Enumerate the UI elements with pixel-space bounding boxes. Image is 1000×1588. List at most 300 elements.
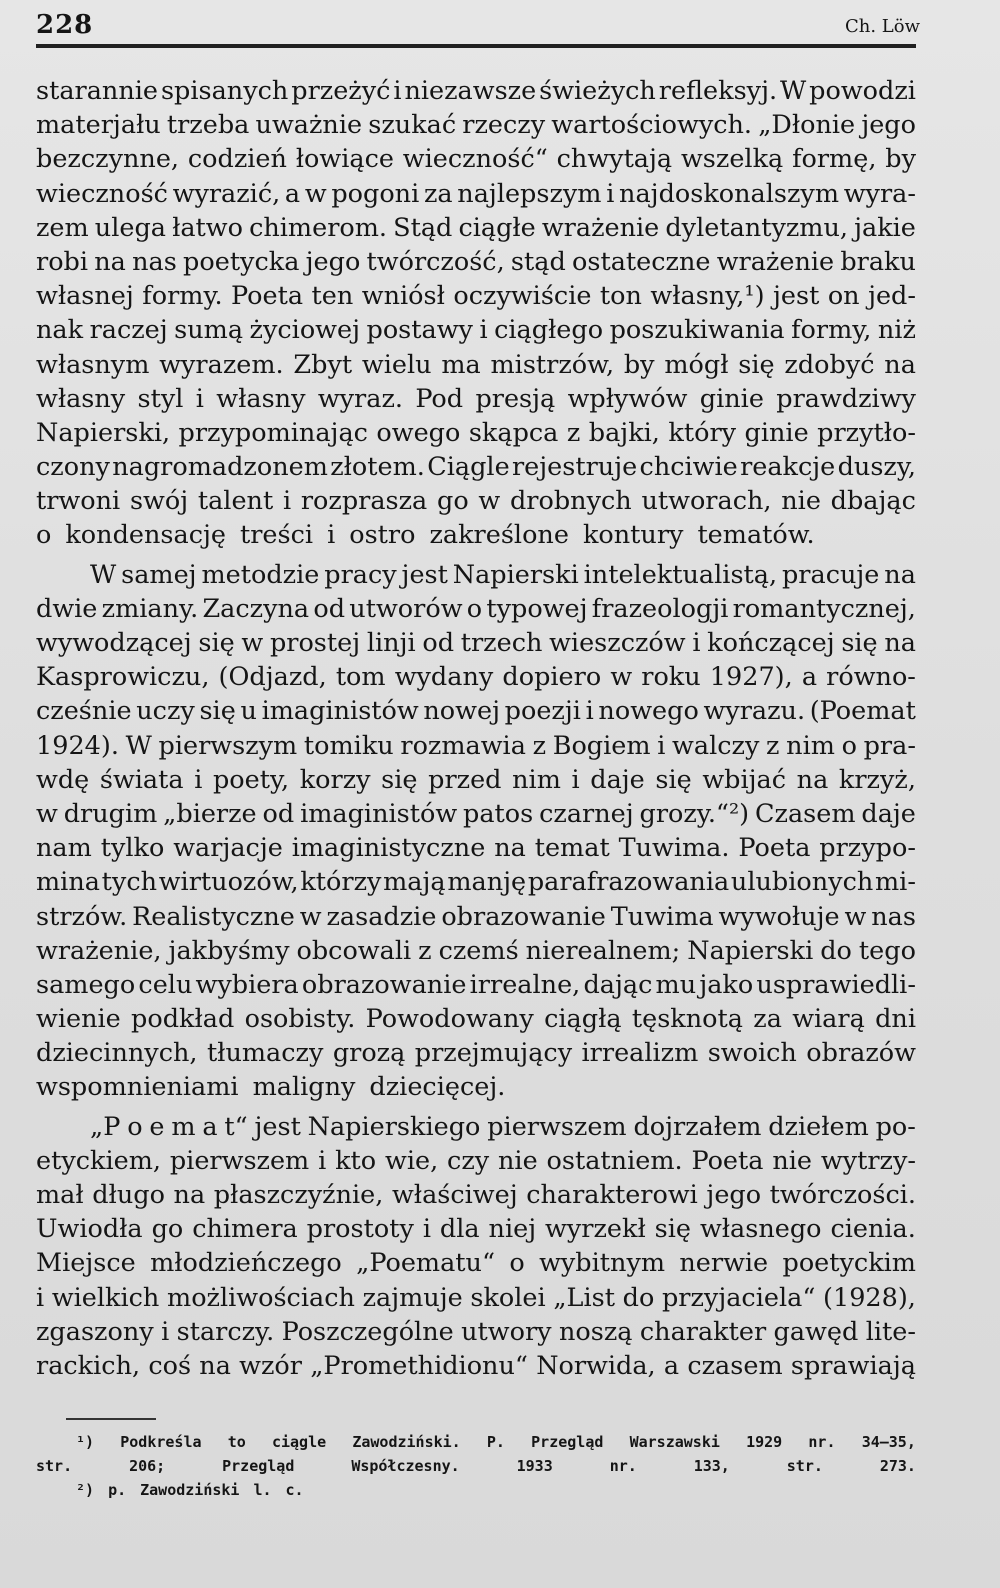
word: na <box>884 559 916 590</box>
word: rzeczy <box>462 110 546 141</box>
word: ²) <box>76 1481 95 1499</box>
word: tych <box>101 867 158 898</box>
word: najlepszym <box>457 178 602 209</box>
page-header <box>36 10 920 42</box>
word: wyraz. <box>317 383 403 414</box>
word: zdobyć <box>784 349 875 380</box>
word: gawęd <box>773 1316 859 1347</box>
word: i <box>327 520 336 551</box>
word: a <box>284 178 301 209</box>
word: obrazowanie <box>441 901 606 932</box>
word: tłumaczy <box>206 1038 324 1069</box>
word: jego <box>861 110 916 141</box>
word: mina <box>36 867 100 898</box>
word: wywodzącej <box>36 628 192 658</box>
word: niej <box>488 1214 537 1245</box>
word: nie <box>772 1145 812 1176</box>
paragraph <box>36 1110 916 1384</box>
word: str. <box>36 1457 73 1475</box>
word: dziecinnych, <box>36 1038 198 1069</box>
word: 34—35, <box>861 1433 916 1451</box>
word: nierealnem; <box>525 935 681 966</box>
word: trzech <box>460 628 543 658</box>
word: jego <box>305 246 361 277</box>
footnote <box>36 1478 916 1502</box>
word: walczy <box>672 730 760 761</box>
word: nagromadzonem <box>112 452 328 483</box>
word: nr. <box>808 1433 836 1451</box>
word: pierwszem <box>169 1145 310 1176</box>
word: który <box>668 417 737 448</box>
footnote <box>36 1454 916 1478</box>
word: 1933 <box>516 1457 553 1475</box>
word: nerwie <box>679 1248 769 1279</box>
word: czemś <box>438 935 519 966</box>
word: oczywiście <box>453 281 592 312</box>
word: drobnych <box>509 486 632 517</box>
word: warjacje <box>173 833 283 864</box>
word: dwie <box>36 593 98 624</box>
word: świata <box>99 764 184 795</box>
word: codzień <box>187 144 287 175</box>
word: zasadzie <box>326 901 437 932</box>
word: wydany <box>394 662 494 693</box>
word: kończącej <box>707 628 835 658</box>
word: cienia. <box>830 1214 916 1245</box>
word: wyra- <box>843 178 916 209</box>
word: dziecięcej. <box>369 1072 506 1103</box>
word: jego <box>706 1180 762 1210</box>
word: Napierski, <box>36 417 171 448</box>
word: od <box>262 798 295 829</box>
word: (Odjazd, <box>218 662 327 693</box>
word: w <box>36 798 58 829</box>
word: złotem. <box>330 452 425 483</box>
word: własny,¹) <box>650 281 765 312</box>
word: wieszczów <box>549 628 686 658</box>
word: i <box>282 486 292 517</box>
word: równo- <box>826 662 916 693</box>
word: jest <box>773 281 820 312</box>
word: imaginistów <box>261 696 419 727</box>
word: mi- <box>874 867 916 898</box>
word: po- <box>875 1111 916 1142</box>
word: maligny <box>252 1072 356 1103</box>
word: to <box>227 1433 246 1451</box>
word: nim <box>512 764 561 795</box>
word: utworów <box>349 593 463 624</box>
word: str. <box>786 1457 823 1475</box>
word: ulubionych <box>730 867 874 898</box>
word: W <box>780 76 807 106</box>
word: 1927), <box>709 662 793 693</box>
word: braku <box>840 246 916 277</box>
word: ginie <box>744 417 809 448</box>
text-line <box>36 1144 916 1178</box>
word: P. <box>486 1433 505 1451</box>
word: nas <box>871 901 916 932</box>
text-line <box>36 416 916 450</box>
word: życiowej <box>249 315 361 346</box>
word: o <box>466 593 483 624</box>
text-line <box>36 108 916 142</box>
text-line <box>36 1349 916 1383</box>
word: wirtuozów, <box>158 867 299 898</box>
word: wyrazić, <box>172 178 281 209</box>
word: jest <box>401 559 448 590</box>
word: się <box>198 628 235 658</box>
word: parafrazowania <box>527 867 730 898</box>
word: temat <box>534 833 610 864</box>
word: nas <box>132 246 177 277</box>
word: rejestruje <box>511 452 638 483</box>
word: niezawsze <box>404 76 537 106</box>
word: rozprasza <box>300 486 428 517</box>
word: bajki, <box>588 417 660 448</box>
word: drugim <box>63 798 158 829</box>
word: irrealizm <box>581 1038 699 1069</box>
word: grozy.“²) <box>639 798 750 829</box>
word: Napierskiego <box>307 1111 481 1142</box>
footnotes <box>36 1430 916 1502</box>
word: lite- <box>865 1316 916 1347</box>
word: Realistyczne <box>132 901 295 932</box>
word: poetyckim <box>782 1248 916 1279</box>
word: Norwida, <box>536 1350 656 1381</box>
word: prawdziwy <box>776 383 916 414</box>
word: „List <box>553 1282 615 1313</box>
word: metodzie <box>201 559 320 590</box>
word: nowego <box>598 696 699 727</box>
word: w <box>610 662 633 693</box>
word: najdoskonalszym <box>619 178 840 209</box>
word: Czasem <box>755 798 856 829</box>
word: i <box>479 315 488 346</box>
word: w <box>299 901 322 932</box>
word: o <box>127 1111 143 1142</box>
word: przeżyć <box>291 76 391 106</box>
word: z <box>418 935 432 966</box>
text-line <box>36 900 916 934</box>
word: przypominając <box>178 417 368 448</box>
word: i <box>195 383 204 414</box>
word: i <box>657 730 666 761</box>
word: t“ <box>224 1111 248 1142</box>
text-line <box>36 1070 916 1104</box>
word: go <box>151 1214 184 1245</box>
word: ten <box>311 281 354 312</box>
word: pracuje <box>781 559 880 590</box>
word: wieczność“ <box>402 144 548 175</box>
word: Zawodziński. <box>352 1433 461 1451</box>
word: bezczynne, <box>36 144 180 175</box>
running-head: Ch. Löw <box>844 16 920 37</box>
text-line <box>36 831 916 865</box>
word: zakreślone <box>429 520 569 551</box>
text-line <box>36 1110 916 1144</box>
text-line <box>36 211 916 245</box>
word: W <box>125 730 152 761</box>
word: dziełem <box>768 1111 869 1142</box>
word: powodzi <box>809 76 916 106</box>
text-line <box>36 484 916 518</box>
word: i <box>422 1214 431 1245</box>
word: 206; <box>129 1457 166 1475</box>
word: jakie <box>854 212 916 243</box>
word: się <box>738 349 775 380</box>
word: usprawiedli- <box>756 969 916 1000</box>
word: pogoni <box>331 178 420 209</box>
word: formę, <box>792 144 877 175</box>
word: Miejsce <box>36 1248 136 1279</box>
text-line <box>36 729 916 763</box>
word: przytło- <box>817 417 916 448</box>
word: od <box>313 593 346 624</box>
word: wybiera <box>195 969 299 1000</box>
text-line <box>36 934 916 968</box>
word: wdę <box>36 764 90 795</box>
word: intelektualistą, <box>583 559 778 590</box>
word: w <box>478 486 501 517</box>
word: reakcje <box>740 452 836 483</box>
word: ton <box>599 281 642 312</box>
word: pierwszem <box>487 1111 627 1142</box>
word: Współczesny. <box>351 1457 460 1475</box>
word: mał <box>36 1180 84 1210</box>
body-text <box>36 74 916 1383</box>
word: dojrzałem <box>633 1111 762 1142</box>
word: na <box>884 349 916 380</box>
word: Zbyt <box>293 349 353 380</box>
word: Warszawski <box>629 1433 720 1451</box>
word: grozą <box>332 1038 406 1069</box>
word: ciągle <box>271 1433 327 1451</box>
word: skąpca <box>468 417 559 448</box>
word: jako <box>699 969 754 1000</box>
word: daje <box>590 764 645 795</box>
word: nak <box>36 315 84 346</box>
word: długo <box>92 1180 165 1210</box>
word: za <box>423 178 453 209</box>
word: i <box>393 76 402 106</box>
word: wienie <box>36 1004 121 1035</box>
word: jed- <box>868 281 916 312</box>
word: z <box>532 730 547 761</box>
word: linji <box>366 628 416 658</box>
word: trzeba <box>166 110 250 141</box>
word: Poeta <box>231 281 304 312</box>
word: przypo- <box>819 833 916 864</box>
word: z <box>766 730 780 761</box>
word: pra- <box>863 730 916 761</box>
word: wybitnym <box>539 1248 666 1279</box>
word: osobisty. <box>244 1004 356 1035</box>
word: się <box>655 764 692 795</box>
text-line <box>36 450 916 484</box>
word: przyjaciela“ <box>661 1282 816 1313</box>
word: przejmujący <box>414 1038 573 1069</box>
word: Bogiem <box>552 730 651 761</box>
word: refleksyj. <box>658 76 778 106</box>
word: talent <box>197 486 274 517</box>
word: robi <box>36 246 89 277</box>
word: skolei <box>470 1282 546 1313</box>
word: i <box>36 1282 45 1313</box>
word: nie <box>498 1145 538 1176</box>
word: rackich, <box>36 1350 141 1381</box>
word: czy <box>447 1145 490 1176</box>
word: nowej <box>423 696 500 727</box>
word: szukać <box>368 110 457 141</box>
word: czony <box>36 452 110 483</box>
word: (1928), <box>823 1282 916 1313</box>
word: własnego <box>699 1214 822 1245</box>
word: na <box>494 833 526 864</box>
word: swoich <box>707 1038 797 1069</box>
word: samego <box>36 969 136 1000</box>
text-line <box>36 592 916 626</box>
word: twórczość, <box>366 246 505 277</box>
word: tylko <box>100 833 165 864</box>
word: p. <box>108 1481 127 1499</box>
word: formy. <box>142 281 223 312</box>
word: kondensację <box>65 520 226 551</box>
word: ostateczne <box>572 246 711 277</box>
word: wyrazu. <box>703 696 806 727</box>
paragraph <box>36 74 916 553</box>
text-line <box>36 1212 916 1246</box>
word: w <box>844 901 867 932</box>
word: się <box>199 696 236 727</box>
word: pierwszym <box>158 730 298 761</box>
word: Poeta <box>691 1145 764 1176</box>
text-line <box>36 558 916 592</box>
word: twórczości. <box>769 1180 916 1210</box>
word: (Poemat <box>809 696 916 727</box>
text-line <box>36 245 916 279</box>
word: Zawodziński <box>140 1481 240 1499</box>
word: zmiany. <box>101 593 199 624</box>
word: a <box>801 662 818 693</box>
word: Zaczyna <box>202 593 310 624</box>
word: dni <box>875 1004 916 1035</box>
word: frazeologji <box>591 593 729 624</box>
word: raczej <box>89 315 168 346</box>
word: właściwej <box>391 1180 518 1210</box>
word: krzyż, <box>838 764 916 795</box>
word: Poszczególne <box>281 1316 454 1347</box>
word: imaginistów <box>300 798 458 829</box>
word: podkład <box>131 1004 235 1035</box>
word: dbając <box>830 486 916 517</box>
word: roku <box>641 662 701 693</box>
word: a <box>663 1350 680 1381</box>
word: duszy, <box>837 452 916 483</box>
word: Przegląd <box>222 1457 295 1475</box>
word: się <box>381 764 418 795</box>
text-line <box>36 74 916 108</box>
word: Podkreśla <box>120 1433 202 1451</box>
word: o <box>841 730 857 761</box>
word: się <box>654 1214 691 1245</box>
word: poety, <box>212 764 290 795</box>
word: a <box>202 1111 218 1142</box>
text-line <box>36 1036 916 1070</box>
word: samej <box>121 559 197 590</box>
word: chimera <box>192 1214 298 1245</box>
word: romantycznej, <box>732 593 916 624</box>
word: e <box>149 1111 165 1142</box>
word: etyckiem, <box>36 1145 162 1176</box>
word: W <box>90 559 117 590</box>
word: sumą <box>174 315 244 346</box>
word: jakbyśmy <box>168 935 290 966</box>
text-line <box>36 518 916 552</box>
text-line <box>36 348 916 382</box>
word: o <box>36 520 52 551</box>
word: ciągłe <box>458 212 536 243</box>
word: uczy <box>136 696 195 727</box>
text-line <box>36 1315 916 1349</box>
word: obcowali <box>296 935 412 966</box>
word: presją <box>475 383 556 414</box>
word: manję <box>447 867 527 898</box>
word: 1929 <box>746 1433 783 1451</box>
text-line <box>36 1246 916 1280</box>
word: c. <box>285 1481 304 1499</box>
word: na <box>884 628 916 658</box>
word: tematów. <box>697 520 815 551</box>
word: nim <box>786 730 835 761</box>
word: kontury <box>582 520 684 551</box>
word: za <box>753 1004 782 1035</box>
paragraph <box>36 558 916 1105</box>
word: tom <box>335 662 386 693</box>
word: obrazów <box>806 1038 916 1069</box>
word: formy, <box>791 315 872 346</box>
word: w <box>241 628 264 658</box>
word: korzy <box>299 764 371 795</box>
word: charakter <box>639 1316 767 1347</box>
word: ciągłego <box>494 315 604 346</box>
word: niż <box>877 315 916 346</box>
word: 1924). <box>36 730 119 761</box>
word: tęsknotą <box>631 1004 743 1035</box>
word: Kasprowiczu, <box>36 662 210 693</box>
word: własny <box>36 383 126 414</box>
footnote <box>36 1430 916 1454</box>
text-line <box>36 797 916 831</box>
word: na <box>199 1350 231 1381</box>
word: utwory <box>461 1316 552 1347</box>
word: „Dłonie <box>758 110 856 141</box>
word: daje <box>861 798 916 829</box>
word: prostoty <box>306 1214 414 1245</box>
word: Pod <box>415 383 464 414</box>
word: cześnie <box>36 696 132 727</box>
word: ciągłą <box>544 1004 622 1035</box>
word: czasem <box>687 1350 783 1381</box>
word: Stąd <box>393 212 453 243</box>
word: Napierski <box>687 935 814 966</box>
word: poetycka <box>183 246 300 277</box>
word: wrażenie, <box>36 935 162 966</box>
word: własnej <box>36 281 134 312</box>
word: 133, <box>693 1457 730 1475</box>
word: do <box>622 1282 655 1313</box>
word: owego <box>376 417 461 448</box>
word: wrażenie <box>541 212 660 243</box>
